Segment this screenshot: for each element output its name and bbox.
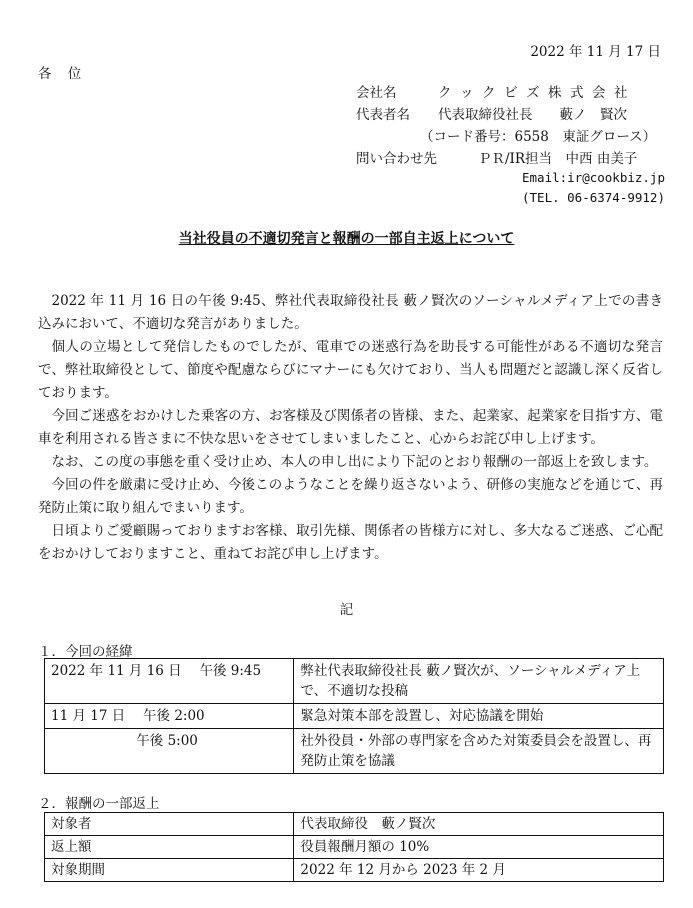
table-cell-value: 役員報酬月額の 10% bbox=[294, 836, 664, 859]
company-line bbox=[356, 82, 636, 104]
table-row bbox=[45, 704, 664, 729]
table-cell-when: 2022 年 11 月 16 日 午後 9:45 bbox=[45, 659, 294, 704]
representative-line bbox=[356, 104, 627, 126]
company-name: クックビズ株式会社 bbox=[438, 85, 636, 101]
company-label: 会社名 bbox=[356, 85, 397, 101]
document-date: 2022 年 11 月 17 日 bbox=[530, 44, 661, 60]
table-cell-what: 緊急対策本部を設置し、対応協議を開始 bbox=[294, 704, 664, 729]
table-row bbox=[45, 659, 664, 704]
contact-line bbox=[356, 148, 637, 170]
contact-person: ＰＲ/IR担当 中西 由美子 bbox=[478, 151, 638, 167]
contact-label: 問い合わせ先 bbox=[356, 151, 437, 167]
section-title-compensation: ２．報酬の一部返上 bbox=[38, 796, 160, 812]
contact-tel: (TEL. 06-6374-9912) bbox=[522, 190, 665, 205]
table-cell-label: 対象者 bbox=[45, 813, 294, 836]
paragraph: 今回の件を厳粛に受け止め、今後このようなことを繰り返さないよう、研修の実施などを通じて、再発防止策に取り組んでまいります。 bbox=[38, 477, 663, 516]
table-cell-when: 午後 5:00 bbox=[45, 729, 294, 774]
table-row bbox=[45, 729, 664, 774]
timeline-table bbox=[44, 658, 664, 774]
contact-email: Email:ir@cookbiz.jp bbox=[522, 170, 665, 185]
compensation-table bbox=[44, 812, 664, 882]
paragraph: 2022 年 11 月 16 日の午後 9:45、弊社代表取締役社長 藪ノ賢次のソーシャルメディア上での書き込みにおいて、不適切な発言がありました。 bbox=[38, 293, 663, 332]
representative-label: 代表者名 bbox=[356, 107, 410, 123]
table-cell-what: 弊社代表取締役社長 藪ノ賢次が、ソーシャルメディア上で、不適切な投稿 bbox=[294, 659, 664, 704]
table-cell-when: 11 月 17 日 午後 2:00 bbox=[45, 704, 294, 729]
document-title: 当社役員の不適切発言と報酬の一部自主返上について bbox=[178, 231, 515, 247]
stock-code: （コード番号：6558 東証グロース） bbox=[420, 129, 657, 145]
table-cell-label: 対象期間 bbox=[45, 859, 294, 882]
table-row bbox=[45, 836, 664, 859]
recipient: 各 位 bbox=[38, 66, 88, 82]
representative-name: 代表取締役社長 藪ノ 賢次 bbox=[438, 107, 627, 123]
table-row bbox=[45, 813, 664, 836]
section-title-timeline: １．今回の経緯 bbox=[38, 644, 133, 660]
paragraph: 個人の立場として発信したものでしたが、電車での迷惑行為を助長する可能性がある不適切な発言で、弊社取締役として、節度や配慮ならびにマナーにも欠けており、当人も問題だと認識し深く反省しております。 bbox=[38, 339, 663, 401]
body-text bbox=[38, 290, 663, 566]
table-cell-value: 代表取締役 藪ノ賢次 bbox=[294, 813, 664, 836]
ki-heading: 記 bbox=[339, 602, 354, 618]
table-cell-what: 社外役員・外部の専門家を含めた対策委員会を設置し、再発防止策を協議 bbox=[294, 729, 664, 774]
paragraph: 今回ご迷惑をおかけした乗客の方、お客様及び関係者の皆様、また、起業家、起業家を目指す方、電車を利用される皆さまに不快な思いをさせてしまいましたこと、心からお詫び申し上げます。 bbox=[38, 408, 663, 447]
table-cell-value: 2022 年 12 月から 2023 年 2 月 bbox=[294, 859, 664, 882]
paragraph: なお、この度の事態を重く受け止め、本人の申し出により下記のとおり報酬の一部返上を致します。 bbox=[51, 454, 658, 470]
paragraph: 日頃よりご愛顧賜っておりますお客様、取引先様、関係者の皆様方に対し、多大なるご迷惑、ご心配をおかけしておりますこと、重ねてお詫び申し上げます。 bbox=[38, 523, 663, 562]
table-cell-label: 返上額 bbox=[45, 836, 294, 859]
table-row bbox=[45, 859, 664, 882]
